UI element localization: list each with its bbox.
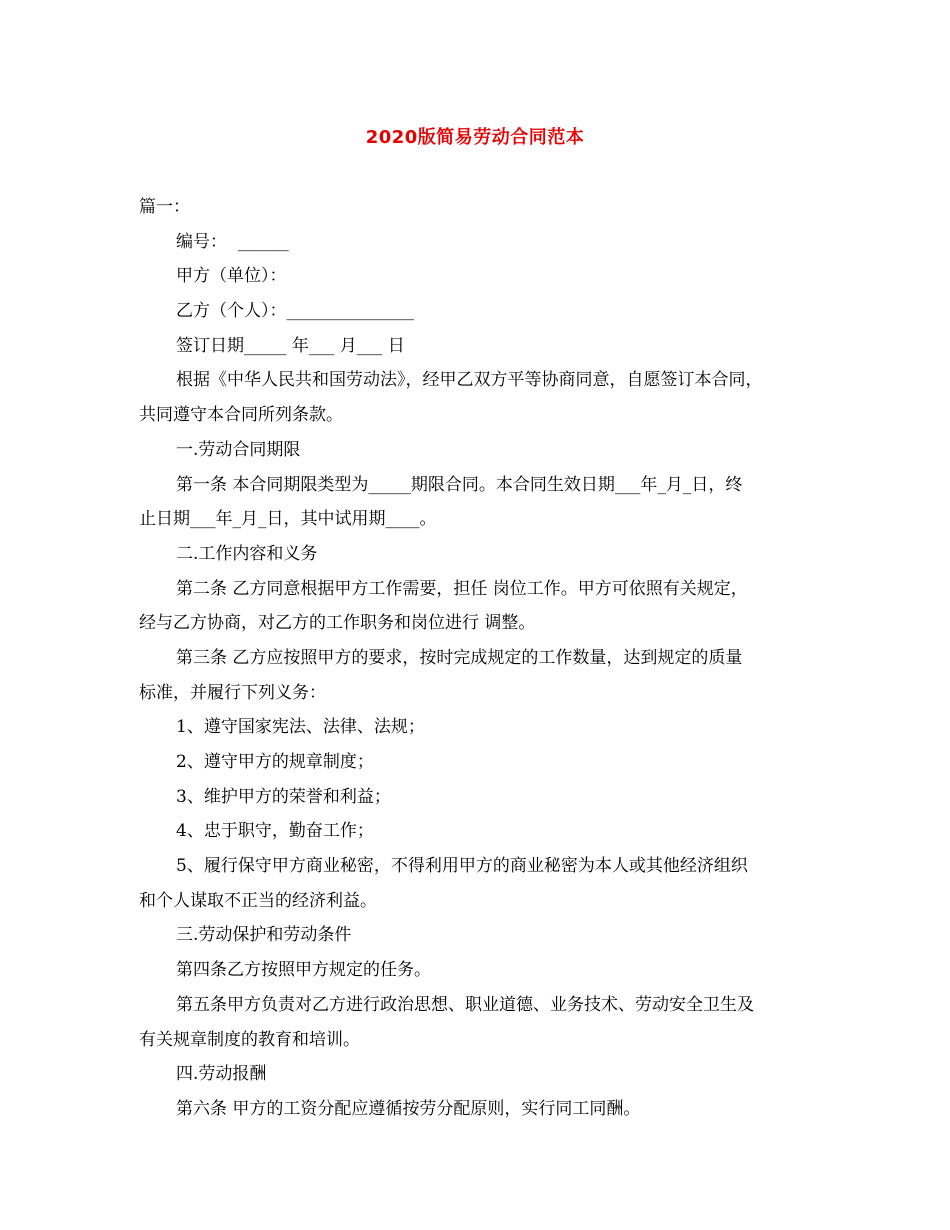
text-line: 第五条甲方负责对乙方进行政治思想、职业道德、业务技术、劳动安全卫生及 bbox=[176, 994, 754, 1015]
text-line: 经与乙方协商，对乙方的工作职务和岗位进行 调整。 bbox=[139, 613, 536, 634]
text-line: 第三条 乙方应按照甲方的要求，按时完成规定的工作数量，达到规定的质量 bbox=[176, 647, 743, 668]
text-line: 5、履行保守甲方商业秘密，不得利用甲方的商业秘密为本人或其他经济组织 bbox=[176, 856, 748, 877]
document-title: 2020版简易劳动合同范本 bbox=[365, 127, 585, 148]
text-line: 第六条 甲方的工资分配应遵循按劳分配原则，实行同工同酬。 bbox=[176, 1098, 641, 1119]
text-line: 1、遵守国家宪法、法律、法规； bbox=[176, 717, 425, 738]
text-line: 篇一： bbox=[139, 197, 190, 217]
text-line: 3、维护甲方的荣誉和利益； bbox=[176, 786, 391, 807]
text-line: 第一条 本合同期限类型为_____期限合同。本合同生效日期___年_月_日，终 bbox=[176, 474, 743, 495]
text-line: 三.劳动保护和劳动条件 bbox=[176, 925, 352, 946]
text-line: 四.劳动报酬 bbox=[176, 1064, 267, 1085]
text-line: 2、遵守甲方的规章制度； bbox=[176, 752, 374, 772]
document-body bbox=[139, 190, 819, 1127]
text-line: 第四条乙方按照甲方规定的任务。 bbox=[176, 960, 431, 981]
text-line: 根据《中华人民共和国劳动法》，经甲乙双方平等协商同意，自愿签订本合同， bbox=[176, 370, 763, 391]
text-line: 二.工作内容和义务 bbox=[176, 543, 318, 564]
text-line: 一.劳动合同期限 bbox=[176, 439, 301, 460]
text-line: 4、忠于职守，勤奋工作； bbox=[176, 821, 374, 842]
text-line: 第二条 乙方同意根据甲方工作需要，担任 岗位工作。甲方可依照有关规定， bbox=[176, 578, 748, 599]
text-line: 和个人谋取不正当的经济利益。 bbox=[139, 890, 377, 911]
text-line: 编号： ______ bbox=[176, 231, 289, 252]
text-line: 有关规章制度的教育和培训。 bbox=[139, 1029, 360, 1050]
text-line: 止日期___年_月_日，其中试用期____。 bbox=[139, 509, 437, 530]
text-line: 甲方（单位）： bbox=[176, 266, 287, 287]
text-line: 共同遵守本合同所列条款。 bbox=[139, 405, 343, 426]
text-line: 签订日期_____ 年___ 月___ 日 bbox=[176, 335, 405, 356]
text-line: 标准，并履行下列义务： bbox=[139, 682, 326, 703]
text-line: 乙方（个人）：_______________ bbox=[176, 301, 414, 322]
